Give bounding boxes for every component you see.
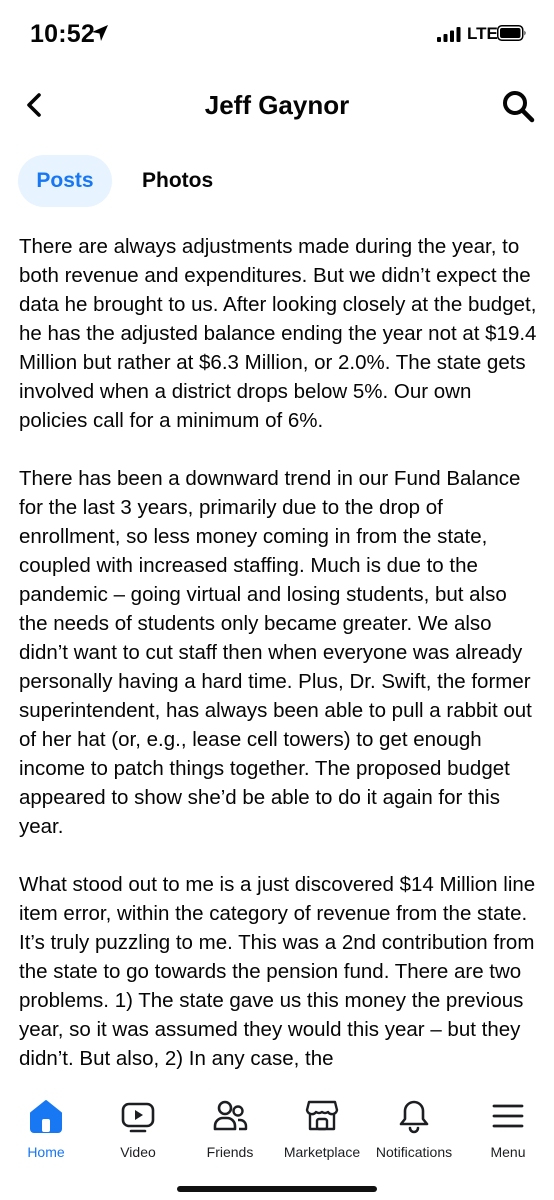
battery-icon: [497, 23, 527, 43]
nav-label-menu: Menu: [490, 1144, 526, 1160]
friends-icon: [212, 1098, 248, 1134]
nav-home[interactable]: [0, 1092, 92, 1172]
network-type: LTE: [467, 24, 498, 43]
nav-label-video: Video: [120, 1144, 156, 1160]
marketplace-icon: [304, 1098, 340, 1134]
nav-label-notifications: Notifications: [375, 1144, 453, 1160]
post-paragraph: What stood out to me is a just discovered $14 Million line item error, within the category of revenue from the state. It’s truly puzzling to me. This was a 2nd contribution from the state to go towards the pension fund. There are two problems. 1) The state gave us this money the previous year, so it was assumed they would this year – but they didn’t. But also, 2) In any case, the: [19, 873, 536, 1070]
nav-friends[interactable]: [184, 1092, 276, 1172]
page-title: Jeff Gaynor: [204, 90, 350, 120]
bell-icon: [396, 1098, 432, 1134]
home-icon: [28, 1098, 64, 1134]
tab-photos[interactable]: Photos: [142, 169, 214, 192]
cellular-signal-icon: [437, 26, 461, 42]
nav-label-marketplace: Marketplace: [283, 1144, 361, 1160]
home-indicator[interactable]: [177, 1186, 377, 1192]
hamburger-menu-icon: [490, 1098, 526, 1134]
status-time: 10:52: [30, 20, 95, 48]
nav-menu[interactable]: [462, 1092, 554, 1172]
nav-marketplace[interactable]: [276, 1092, 368, 1172]
search-icon[interactable]: [500, 88, 536, 124]
post-paragraph: There are always adjustments made during the year, to both revenue and expenditures. But we didn’t expect the data he brought to us. After looking closely at the budget, he has the adjusted balance ending the year not at $19.4 Million but rather at $6.3 Million, or 2.0%. The state gets involved when a district drops below 5%. Our own policies call for a minimum of 6%.: [19, 235, 537, 432]
profile-tabs: [18, 155, 538, 207]
nav-label-friends: Friends: [206, 1144, 254, 1160]
nav-video[interactable]: [92, 1092, 184, 1172]
profile-header: [0, 72, 554, 140]
post-paragraph: There has been a downward trend in our Fund Balance for the last 3 years, primarily due to the drop of enrollment, so less money coming in from the state, coupled with increased staffing. Much is due to the pandemic – going virtual and losing students, but also the needs of students only became greater. We also didn’t want to cut staff then when everyone was already personally having a hard time. Plus, Dr. Swift, the former superintendent, has always been able to pull a rabbit out of her hat (or, e.g., lease cell towers) to get enough income to patch things together. The proposed budget appeared to show she’d be able to do it again for this year.: [19, 467, 532, 838]
video-icon: [120, 1098, 156, 1134]
location-arrow-icon: [91, 24, 109, 42]
nav-label-home: Home: [27, 1144, 65, 1160]
bottom-navigation: [0, 1080, 554, 1200]
nav-notifications[interactable]: [368, 1092, 460, 1172]
post-text: [19, 232, 537, 1082]
tab-posts[interactable]: Posts: [18, 155, 112, 207]
status-bar: [0, 0, 554, 68]
